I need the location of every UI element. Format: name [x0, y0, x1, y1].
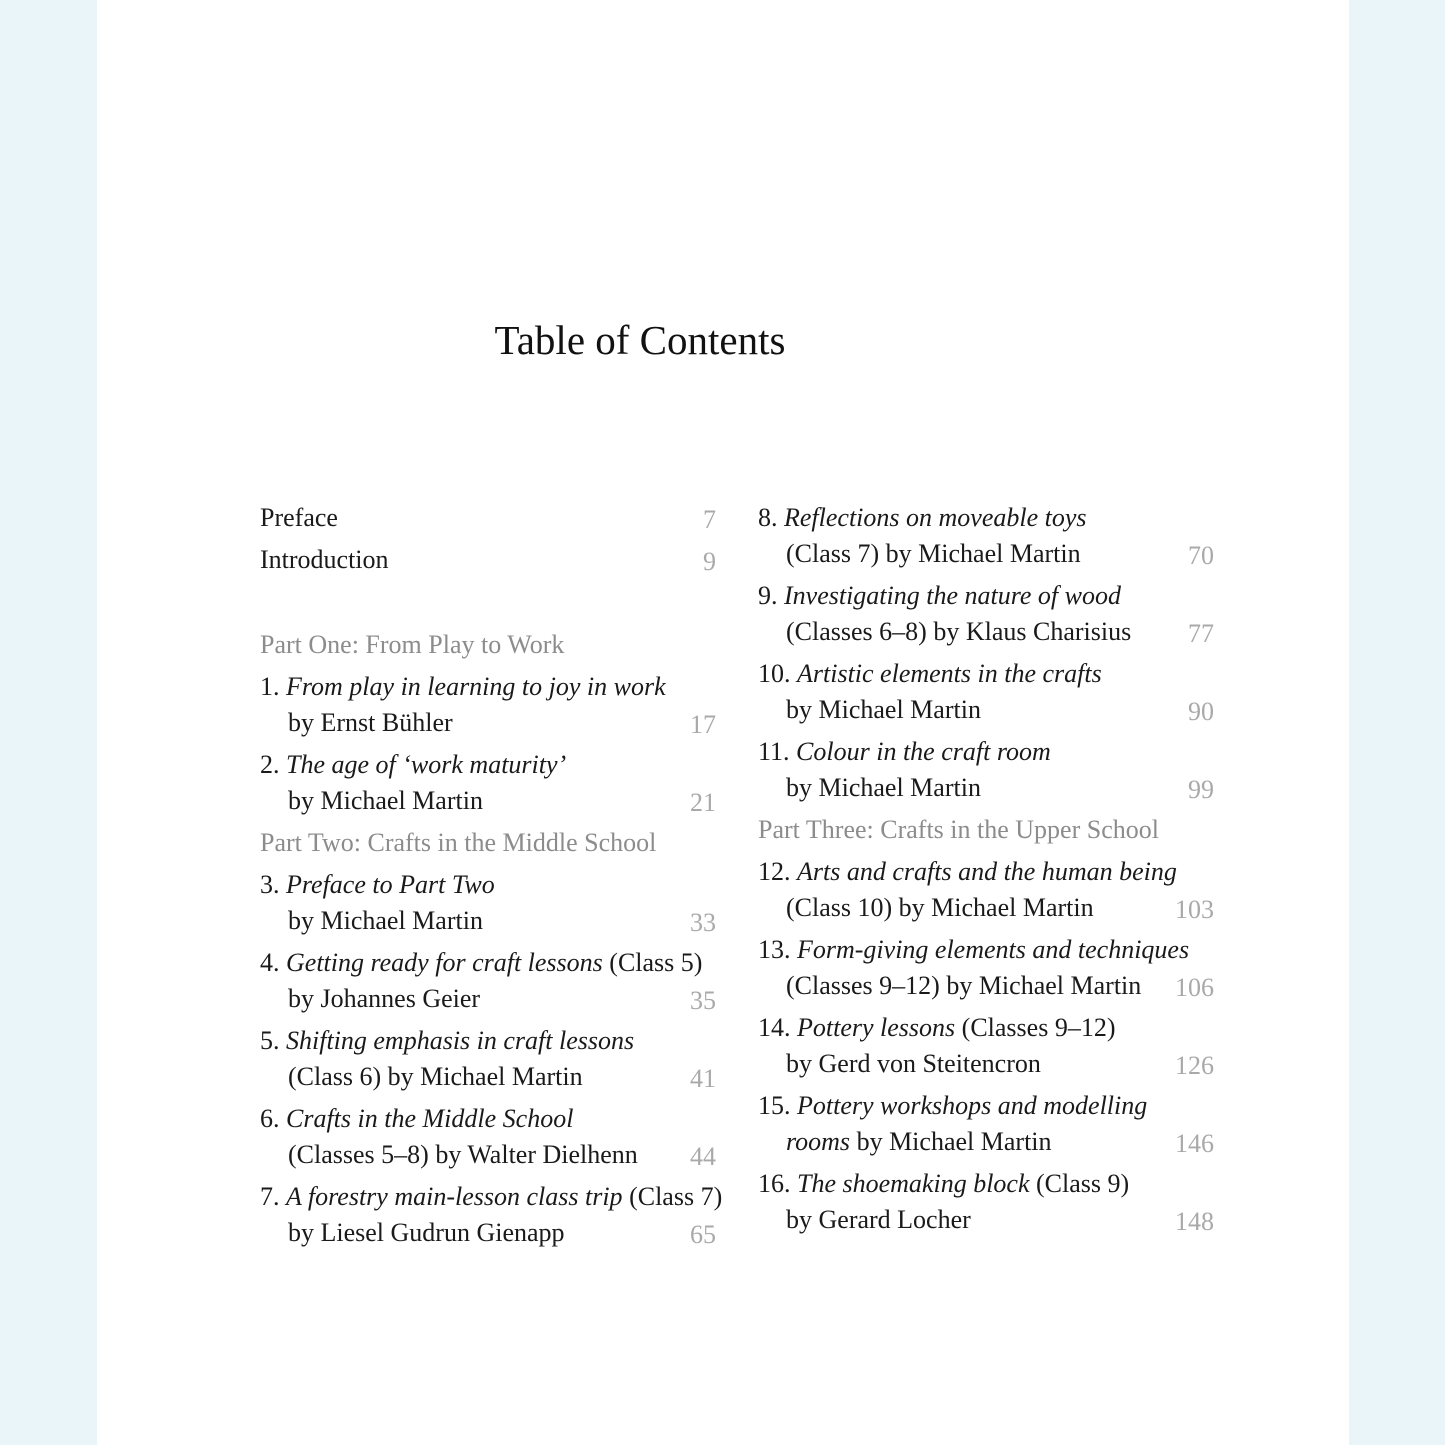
toc-entry[interactable]	[260, 1179, 723, 1251]
toc-entry[interactable]	[260, 669, 716, 741]
part-heading: Part Two: Crafts in the Middle School	[260, 828, 657, 857]
chapter-title: Arts and crafts and the human being	[797, 857, 1177, 886]
chapter-title: A forestry main-lesson class trip	[286, 1182, 623, 1211]
chapter-title: From play in learning to joy in work	[286, 672, 666, 701]
toc-entry[interactable]	[758, 854, 1214, 926]
chapter-author: by Liesel Gudrun Gienapp	[288, 1218, 565, 1247]
chapter-number: 9.	[758, 581, 778, 610]
chapter-title: Preface to Part Two	[286, 870, 495, 899]
toc-entry[interactable]	[758, 656, 1214, 728]
page-number: 7	[703, 505, 716, 534]
page-number: 33	[690, 908, 716, 937]
page-number: 77	[1188, 619, 1214, 648]
page-number: 99	[1188, 775, 1214, 804]
toc-entry[interactable]	[260, 1101, 716, 1173]
chapter-title: The shoemaking block	[797, 1169, 1030, 1198]
toc-entry[interactable]	[758, 1010, 1214, 1082]
page-number: 148	[1175, 1207, 1214, 1236]
chapter-number: 16.	[758, 1169, 791, 1198]
chapter-author: by Johannes Geier	[288, 984, 481, 1013]
toc-entry[interactable]	[758, 500, 1214, 572]
chapter-author: by Michael Martin	[786, 695, 981, 724]
toc-entry[interactable]	[260, 867, 716, 939]
page-number: 21	[690, 788, 716, 817]
page-number: 106	[1175, 973, 1214, 1002]
chapter-author: (Classes 9–12) by Michael Martin	[786, 971, 1142, 1000]
toc-entry[interactable]	[758, 1088, 1214, 1160]
chapter-author: (Class 6) by Michael Martin	[288, 1062, 583, 1091]
chapter-author: by Gerd von Steitencron	[786, 1049, 1041, 1078]
chapter-title: Pottery lessons	[797, 1013, 956, 1042]
chapter-number: 14.	[758, 1013, 791, 1042]
chapter-number: 12.	[758, 857, 791, 886]
chapter-title: Getting ready for craft lessons	[286, 948, 603, 977]
chapter-title: Crafts in the Middle School	[286, 1104, 574, 1133]
page-number: 126	[1175, 1051, 1214, 1080]
page-title: Table of Contents	[494, 317, 786, 363]
chapter-number: 5.	[260, 1026, 280, 1055]
chapter-title: Artistic elements in the crafts	[797, 659, 1102, 688]
chapter-author: by Michael Martin	[288, 786, 483, 815]
chapter-number: 10.	[758, 659, 791, 688]
page-number: 103	[1175, 895, 1214, 924]
chapter-title: Investigating the nature of wood	[784, 581, 1121, 610]
page-number: 9	[703, 547, 716, 576]
chapter-author: by Michael Martin	[786, 773, 981, 802]
chapter-class-note: (Class 7)	[622, 1182, 723, 1211]
chapter-author: (Class 7) by Michael Martin	[786, 539, 1081, 568]
chapter-number: 15.	[758, 1091, 791, 1120]
chapter-number: 11.	[758, 737, 790, 766]
chapter-author: by Ernst Bühler	[288, 708, 453, 737]
page-number: 90	[1188, 697, 1214, 726]
part-heading: Part One: From Play to Work	[260, 630, 565, 659]
toc-entry[interactable]	[260, 1023, 716, 1095]
chapter-number: 6.	[260, 1104, 280, 1133]
chapter-number: 7.	[260, 1182, 280, 1211]
chapter-class-note: (Class 9)	[1029, 1169, 1130, 1198]
page-number: 146	[1175, 1129, 1214, 1158]
chapter-title: Reflections on moveable toys	[784, 503, 1087, 532]
chapter-author: (Classes 6–8) by Klaus Charisius	[786, 617, 1132, 646]
page-number: 70	[1188, 541, 1214, 570]
chapter-number: 2.	[260, 750, 280, 779]
toc-entry[interactable]	[260, 747, 716, 819]
chapter-title: Form-giving elements and techniques	[797, 935, 1190, 964]
toc-entry-introduction[interactable]: Introduction 9	[260, 542, 716, 578]
toc-entry[interactable]	[260, 945, 716, 1017]
chapter-class-note: (Class 5)	[602, 948, 703, 977]
page-number: 65	[690, 1220, 716, 1249]
chapter-title-continued: rooms	[786, 1127, 851, 1156]
page-number: 17	[690, 710, 716, 739]
chapter-title: Shifting emphasis in craft lessons	[286, 1026, 635, 1055]
toc-entry-preface[interactable]: Preface 7	[260, 500, 716, 536]
page-number: 35	[690, 986, 716, 1015]
chapter-number: 8.	[758, 503, 778, 532]
toc-entry[interactable]	[758, 932, 1214, 1004]
chapter-author: (Class 10) by Michael Martin	[786, 893, 1094, 922]
chapter-number: 1.	[260, 672, 280, 701]
toc-right-column	[758, 500, 1214, 1244]
chapter-title: Colour in the craft room	[796, 737, 1051, 766]
toc-entry[interactable]	[758, 734, 1214, 806]
chapter-number: 3.	[260, 870, 280, 899]
chapter-author: by Gerard Locher	[786, 1205, 971, 1234]
chapter-class-note: (Classes 9–12)	[955, 1013, 1116, 1042]
toc-entry[interactable]	[758, 1166, 1214, 1238]
toc-entry[interactable]	[758, 578, 1214, 650]
part-heading: Part Three: Crafts in the Upper School	[758, 815, 1159, 844]
chapter-number: 4.	[260, 948, 280, 977]
chapter-author: by Michael Martin	[288, 906, 483, 935]
toc-left-column	[260, 500, 723, 1257]
chapter-author: (Classes 5–8) by Walter Dielhenn	[288, 1140, 638, 1169]
page-number: 41	[690, 1064, 716, 1093]
chapter-title: Pottery workshops and modelling	[797, 1091, 1148, 1120]
page-number: 44	[690, 1142, 716, 1171]
chapter-author: by Michael Martin	[850, 1127, 1052, 1156]
chapter-number: 13.	[758, 935, 791, 964]
chapter-title: The age of ‘work maturity’	[286, 750, 567, 779]
